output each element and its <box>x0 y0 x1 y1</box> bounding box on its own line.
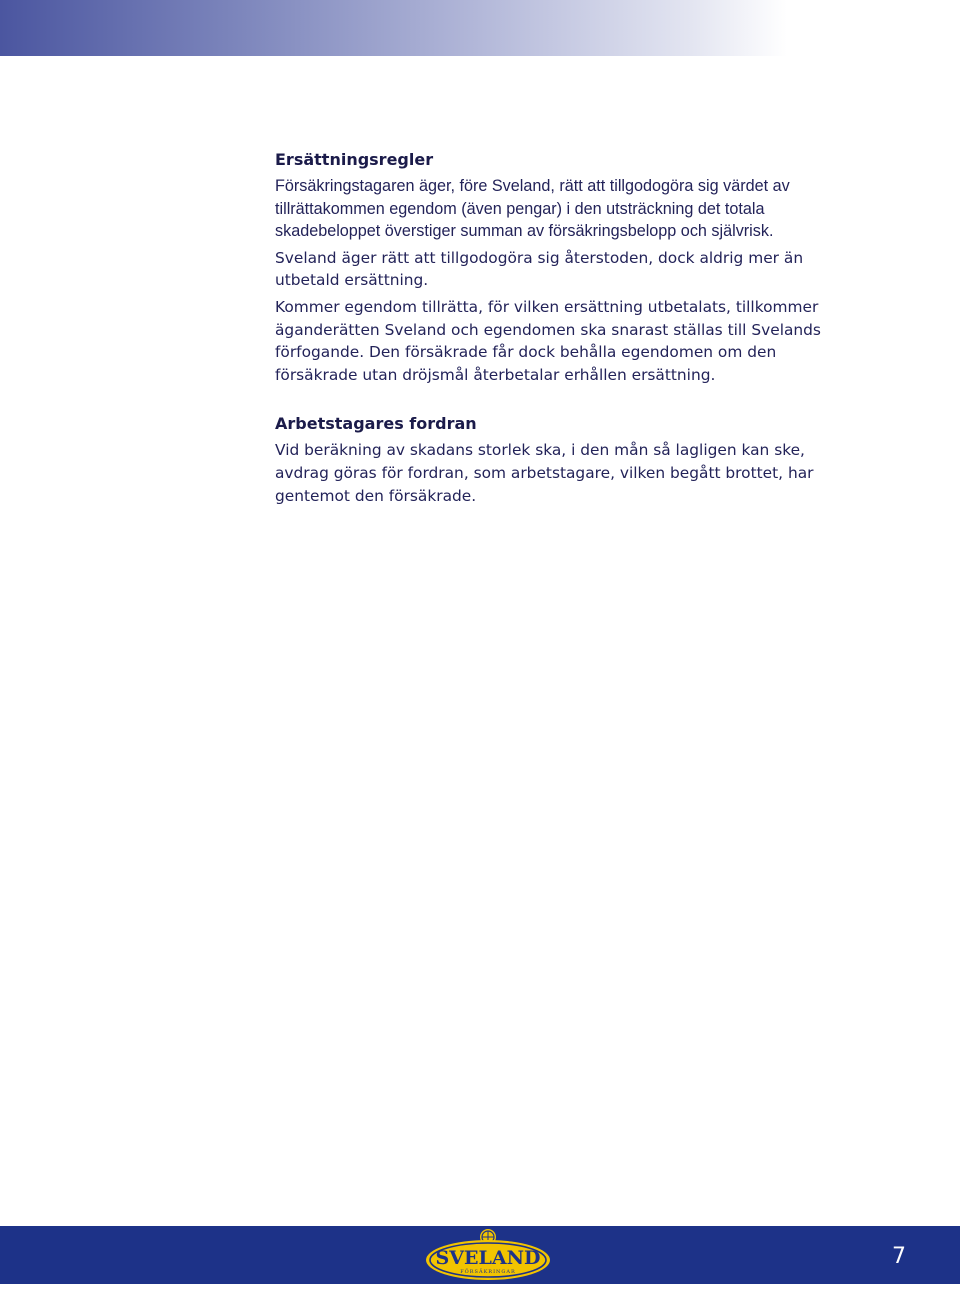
document-body <box>275 148 855 511</box>
section-ersattningsregler <box>275 148 855 386</box>
section-arbetstagares-fordran <box>275 412 855 507</box>
paragraph: Vid beräkning av skadans storlek ska, i den mån så lagligen kan ske, avdrag göras för fordran, som arbetstagare, vilken begått brottet, har gentemot den försäkrade. <box>275 441 814 505</box>
section-heading: Arbetstagares fordran <box>275 414 477 434</box>
paragraph: Kommer egendom tillrätta, för vilken ersättning utbetalats, tillkommer äganderätten Sveland och egendomen ska snarast ställas till Svelands förfogande. Den försäkrade får dock behålla egendomen om den försäkrade utan dröjsmål återbetalar erhållen ersättning. <box>275 297 821 384</box>
sveland-logo <box>423 1227 553 1283</box>
logo-subtext: FÖRSÄKRINGAR <box>460 1269 516 1275</box>
logo-text: SVELAND <box>435 1247 541 1269</box>
page-number: 7 <box>892 1244 906 1269</box>
header-gradient-band <box>0 0 960 56</box>
paragraph: Sveland äger rätt att tillgodogöra sig återstoden, dock aldrig mer än utbetald ersättning. <box>275 248 804 290</box>
paragraph: Försäkringstagaren äger, före Sveland, rätt att tillgodogöra sig värdet av tillrättakommen egendom (även pengar) i den utsträckning det totala skadebeloppet överstiger summan av försäkringsbelopp och självrisk. <box>275 177 790 241</box>
section-heading: Ersättningsregler <box>275 150 434 169</box>
